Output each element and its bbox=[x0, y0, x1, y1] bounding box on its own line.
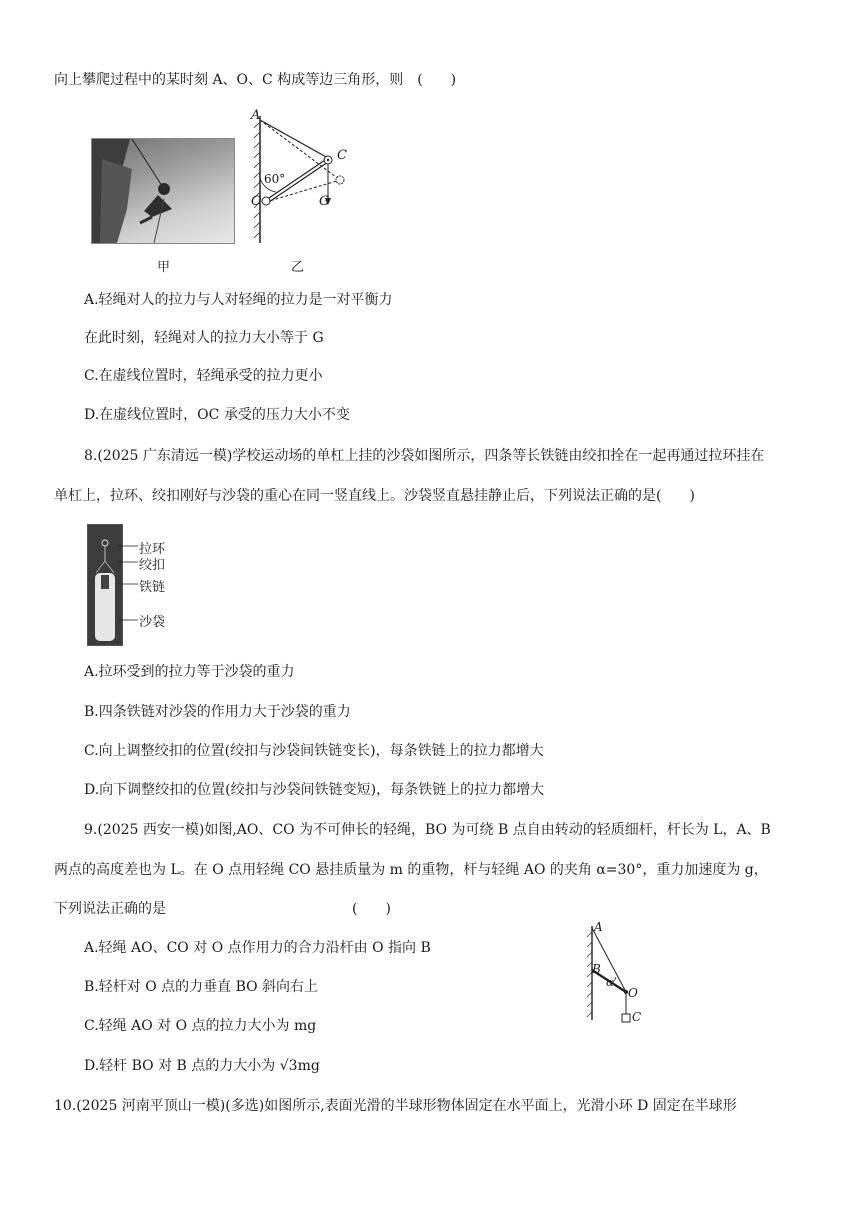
fig9-label-alpha: α bbox=[606, 976, 614, 989]
figure-caption-jia: 甲 bbox=[157, 260, 171, 275]
q9-option-d-text: D.轻杆 BO 对 B 点的力大小为 bbox=[84, 1058, 280, 1074]
q9-stem-line3: 下列说法正确的是 bbox=[54, 901, 166, 917]
q9-option-d bbox=[84, 1056, 320, 1076]
q8-option-d: D.向下调整绞扣的位置(绞扣与沙袋间铁链变短)，每条铁链上的拉力都增大 bbox=[84, 782, 545, 798]
q8-stem-line1: 8.(2025 广东清远一模)学校运动场的单杠上挂的沙袋如图所示，四条等长铁链由绞扣拴在一起再通过拉环挂在 bbox=[84, 448, 765, 464]
fig9-label-o: O bbox=[628, 986, 638, 1000]
fig8-label-chain: 铁链 bbox=[139, 580, 166, 595]
q8-option-b: B.四条铁链对沙袋的作用力大于沙袋的重力 bbox=[84, 704, 351, 720]
fig7-label-g: G bbox=[319, 194, 330, 209]
fig7-angle-label: 60° bbox=[264, 172, 286, 186]
q7-option-b: 在此时刻，轻绳对人的拉力大小等于 G bbox=[84, 330, 324, 346]
q8-stem-line2: 单杠上，拉环、绞扣刚好与沙袋的重心在同一竖直线上。沙袋竖直悬挂静止后，下列说法正确的是( ) bbox=[54, 488, 695, 504]
q9-option-d-math: √3mg bbox=[279, 1058, 320, 1074]
fig7-label-c: C bbox=[337, 148, 347, 163]
fig8-label-ring: 拉环 bbox=[139, 542, 166, 557]
q7-stem-tail: 向上攀爬过程中的某时刻 A、O、C 构成等边三角形，则 ( ) bbox=[54, 72, 457, 88]
fig7-label-a: A bbox=[251, 108, 261, 123]
fig9-label-c: C bbox=[632, 1010, 642, 1024]
q9-option-a: A.轻绳 AO、CO 对 O 点作用力的合力沿杆由 O 指向 B bbox=[84, 940, 431, 956]
q9-stem-line1: 9.(2025 西安一模)如图,AO、CO 为不可伸长的轻绳，BO 为可绕 B 点自由转动的轻质细杆，杆长为 L，A、B bbox=[84, 822, 771, 838]
q7-option-a: A.轻绳对人的拉力与人对轻绳的拉力是一对平衡力 bbox=[84, 292, 393, 308]
sandbag-photo-art bbox=[88, 525, 122, 645]
q9-option-b: B.轻杆对 O 点的力垂直 BO 斜向右上 bbox=[84, 979, 319, 995]
q7-option-d: D.在虚线位置时，OC 承受的压力大小不变 bbox=[84, 407, 350, 423]
q9-stem-line2: 两点的高度差也为 L。在 O 点用轻绳 CO 悬挂质量为 m 的重物，杆与轻绳 AO 的夹角 α=30°，重力加速度为 g， bbox=[54, 862, 768, 878]
q9-option-c: C.轻绳 AO 对 O 点的拉力大小为 mg bbox=[84, 1018, 317, 1034]
climber-photo-art bbox=[92, 139, 234, 243]
q9-answer-paren: ( ) bbox=[352, 901, 391, 917]
fig9-label-b: B bbox=[592, 962, 601, 976]
fig9-label-a: A bbox=[594, 920, 603, 934]
q10-stem-line1: 10.(2025 河南平顶山一模)(多选)如图所示,表面光滑的半球形物体固定在水平面上，光滑小环 D 固定在半球形 bbox=[54, 1098, 737, 1114]
q8-option-c: C.向上调整绞扣的位置(绞扣与沙袋间铁链变长)，每条铁链上的拉力都增大 bbox=[84, 743, 544, 759]
q8-option-a: A.拉环受到的拉力等于沙袋的重力 bbox=[84, 664, 295, 680]
climber-photo bbox=[91, 138, 235, 244]
fig8-label-bag: 沙袋 bbox=[139, 615, 166, 630]
q7-option-c: C.在虚线位置时，轻绳承受的拉力更小 bbox=[84, 368, 323, 384]
fig7-label-o: O bbox=[251, 194, 262, 209]
fig8-label-buckle: 绞扣 bbox=[139, 558, 166, 573]
figure-caption-yi: 乙 bbox=[291, 260, 305, 275]
